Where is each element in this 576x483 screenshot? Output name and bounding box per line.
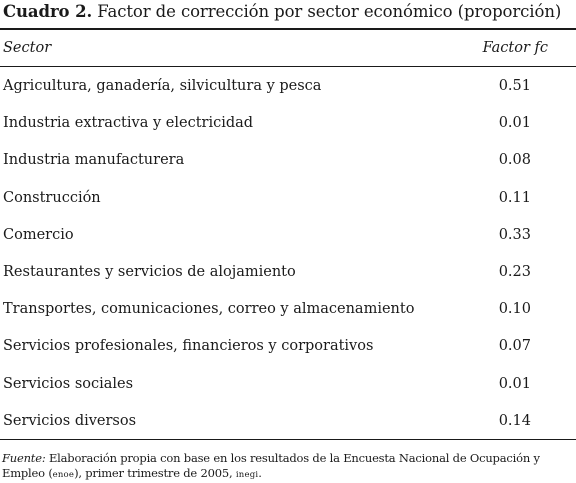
table-row <box>0 188 576 212</box>
factor-cell: 0.10 <box>498 301 531 318</box>
table-row <box>0 113 576 137</box>
factor-cell: 0.51 <box>498 78 531 94</box>
source-abbr-enoe: enoe <box>52 470 75 480</box>
factor-cell: 0.01 <box>498 115 531 132</box>
source-note <box>2 451 574 483</box>
top-rule <box>0 28 576 30</box>
table-row <box>0 225 576 249</box>
table-row <box>0 374 576 398</box>
bottom-rule <box>0 439 576 440</box>
sector-cell: Agricultura, ganadería, silvicultura y pesca <box>3 78 322 94</box>
factor-cell: 0.14 <box>498 412 531 429</box>
factor-cell: 0.11 <box>498 189 531 206</box>
source-text-3: . <box>258 466 262 480</box>
column-header-sector: Sector <box>3 40 52 56</box>
sector-cell: Servicios sociales <box>3 375 134 392</box>
table-row <box>0 336 576 360</box>
sector-cell: Construcción <box>3 189 101 206</box>
factor-cell: 0.33 <box>498 226 531 243</box>
source-label: Fuente: <box>2 451 46 465</box>
factor-cell: 0.08 <box>498 152 531 169</box>
table-row <box>0 299 576 323</box>
table-row <box>0 76 576 100</box>
source-text-1: Elaboración propia con base en los resultados de la Encuesta Nacional de Ocupación y Empleo ( <box>2 451 540 480</box>
sector-cell: Transportes, comunicaciones, correo y almacenamiento <box>3 301 415 318</box>
caption-label: Cuadro 2. <box>3 2 93 21</box>
source-abbr-inegi: inegi <box>235 470 259 480</box>
sector-cell: Industria manufacturera <box>3 152 185 169</box>
sector-cell: Comercio <box>3 226 74 243</box>
sector-cell: Restaurantes y servicios de alojamiento <box>3 264 296 280</box>
source-text-2: ), primer trimestre de 2005, <box>74 466 236 480</box>
caption-text: Factor de corrección por sector económico (proporción) <box>92 2 562 21</box>
sector-cell: Servicios diversos <box>3 412 137 429</box>
factor-cell: 0.23 <box>498 264 531 280</box>
header-rule <box>0 66 576 67</box>
sector-cell: Industria extractiva y electricidad <box>3 115 254 132</box>
sector-cell: Servicios profesionales, financieros y corporativos <box>3 338 374 355</box>
factor-cell: 0.01 <box>498 375 531 392</box>
table-caption <box>3 1 561 23</box>
table-row <box>0 262 576 286</box>
table-row <box>0 150 576 174</box>
column-header-factor: Factor fc <box>482 40 548 56</box>
table-row <box>0 411 576 435</box>
factor-cell: 0.07 <box>498 338 531 355</box>
